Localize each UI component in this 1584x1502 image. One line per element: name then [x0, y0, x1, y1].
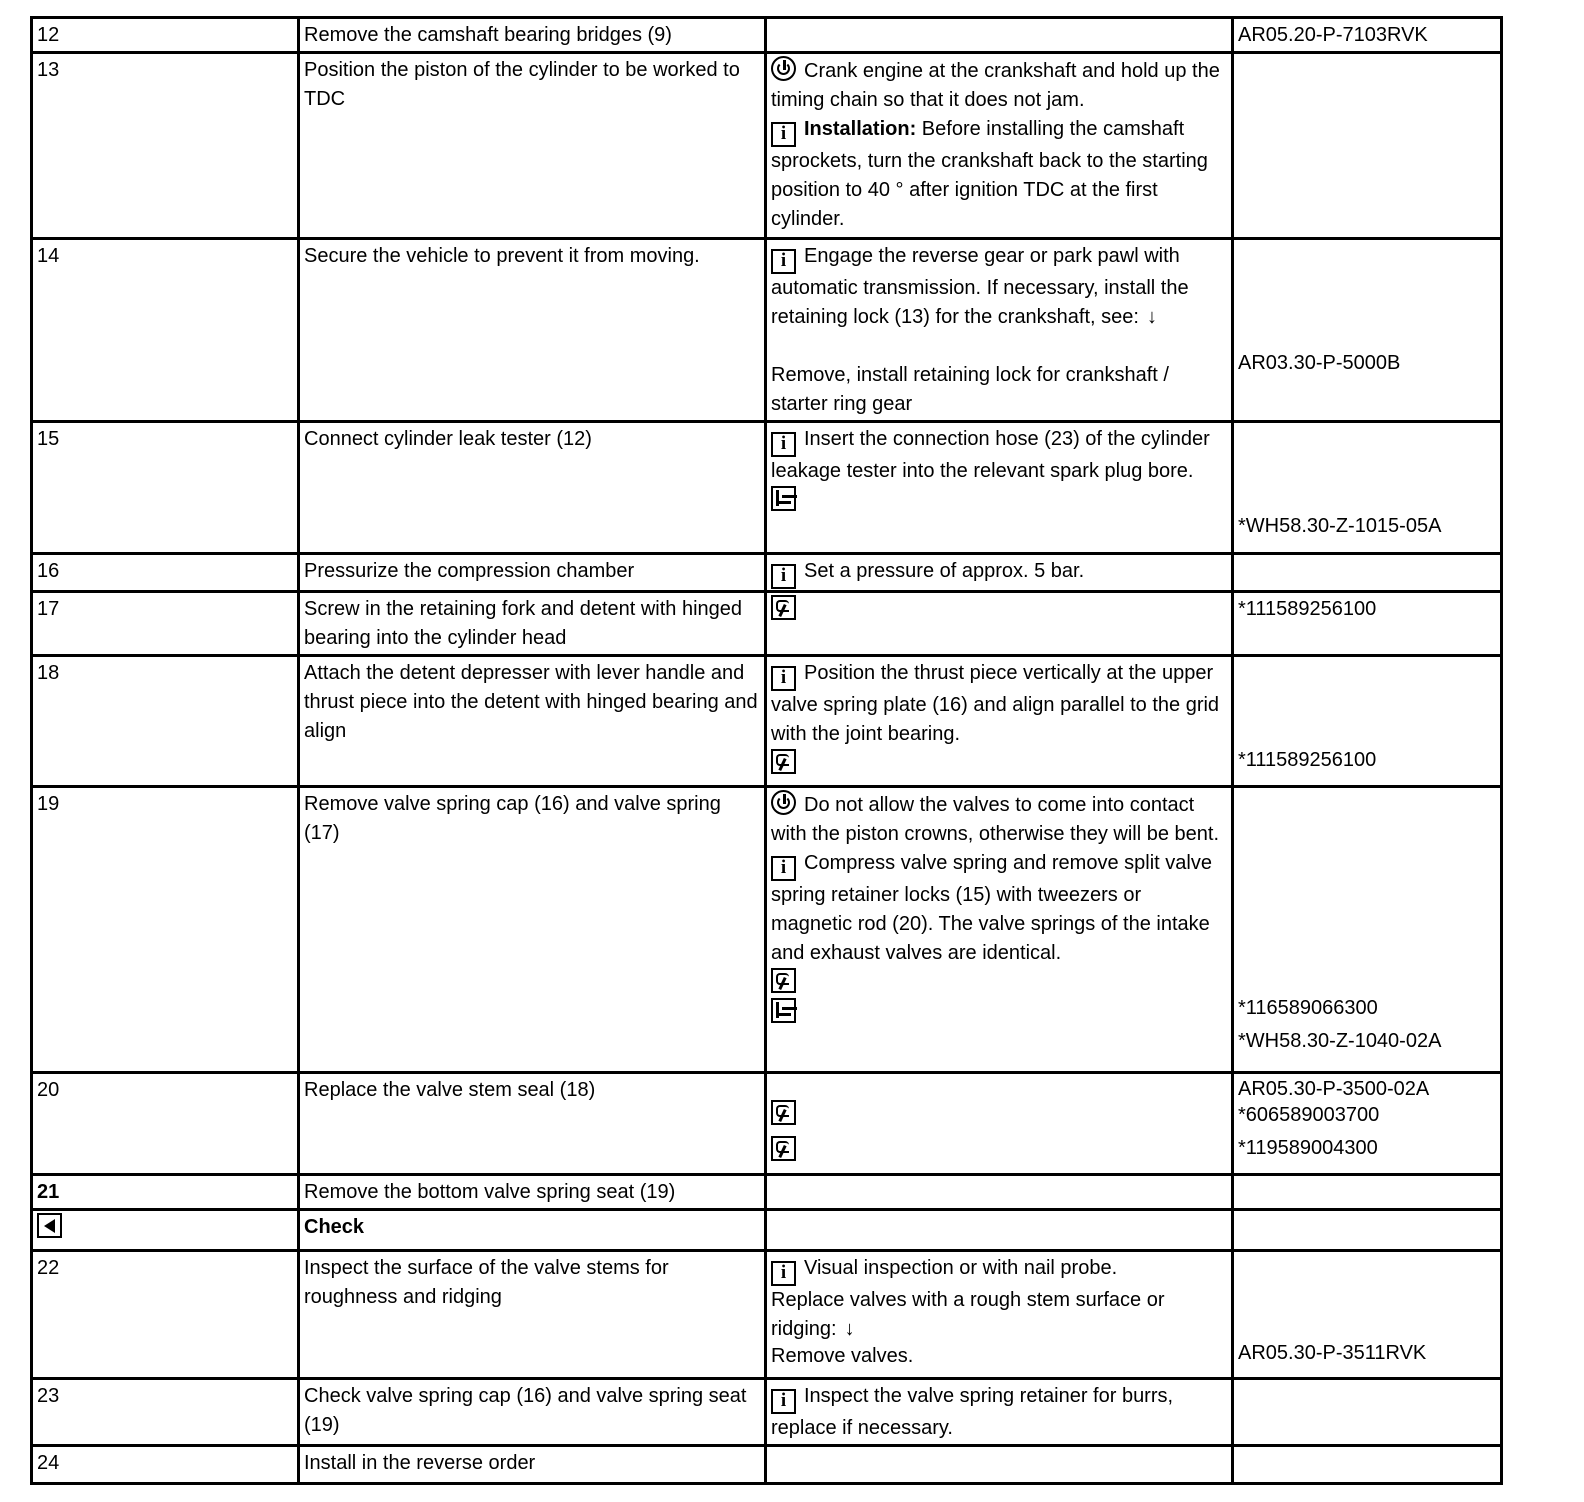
- info-icon: i: [771, 1261, 796, 1286]
- step-action: Remove the camshaft bearing bridges (9): [299, 18, 766, 53]
- info-icon: i: [771, 249, 796, 274]
- check-section-icon: [37, 1213, 62, 1238]
- step-action: Replace the valve stem seal (18): [299, 1073, 766, 1175]
- step-notes: [766, 1379, 1233, 1446]
- step-number: 18: [32, 656, 299, 787]
- note-text: Insert the connection hose (23) of the cylinder leakage tester into the relevant spark plug bore.: [771, 428, 1210, 482]
- table-row: [32, 656, 1502, 787]
- special-tool-icon[interactable]: [771, 1136, 796, 1161]
- step-number: 12: [32, 18, 299, 53]
- workshop-equipment-icon[interactable]: [771, 486, 796, 511]
- step-action: Check valve spring cap (16) and valve spring seat (19): [299, 1379, 766, 1446]
- workshop-equipment-icon[interactable]: [771, 998, 796, 1023]
- table-row: [32, 1379, 1502, 1446]
- step-number: 15: [32, 422, 299, 554]
- step-reference: [1233, 1446, 1502, 1484]
- step-reference: [1233, 554, 1502, 592]
- step-reference: [1233, 18, 1502, 53]
- step-notes: [766, 1073, 1233, 1175]
- info-icon: i: [771, 432, 796, 457]
- table-row: [32, 422, 1502, 554]
- procedure-table: [30, 16, 1503, 1485]
- step-notes: [766, 656, 1233, 787]
- step-action: Position the piston of the cylinder to be worked to TDC: [299, 53, 766, 239]
- step-action: Pressurize the compression chamber: [299, 554, 766, 592]
- step-action: Check: [299, 1210, 766, 1251]
- step-reference: [1233, 656, 1502, 787]
- step-action: Screw in the retaining fork and detent with hinged bearing into the cylinder head: [299, 592, 766, 656]
- note-text: Replace valves with a rough stem surface or ridging:: [771, 1289, 1165, 1340]
- step-number: 17: [32, 592, 299, 656]
- reference-link[interactable]: *WH58.30-Z-1040-02A: [1238, 1030, 1442, 1052]
- table-row: [32, 787, 1502, 1073]
- table-row: [32, 1446, 1502, 1484]
- step-notes: [766, 1251, 1233, 1379]
- step-reference: [1233, 1073, 1502, 1175]
- arrow-down-icon[interactable]: ↓: [1146, 306, 1157, 328]
- info-icon: i: [771, 856, 796, 881]
- step-reference: [1233, 1251, 1502, 1379]
- step-action: Remove the bottom valve spring seat (19): [299, 1175, 766, 1210]
- step-reference: [1233, 53, 1502, 239]
- table-row: [32, 1175, 1502, 1210]
- table-row: [32, 1210, 1502, 1251]
- step-action: Install in the reverse order: [299, 1446, 766, 1484]
- step-number: 21: [32, 1175, 299, 1210]
- arrow-down-icon[interactable]: ↓: [844, 1318, 855, 1340]
- step-notes: [766, 592, 1233, 656]
- step-notes: [766, 239, 1233, 422]
- step-number: 13: [32, 53, 299, 239]
- reference-link[interactable]: AR05.30-P-3511RVK: [1238, 1342, 1427, 1364]
- reference-link[interactable]: *606589003700: [1238, 1104, 1380, 1126]
- note-text: Remove, install retaining lock for crankshaft / starter ring gear: [771, 364, 1169, 415]
- step-action: Remove valve spring cap (16) and valve spring (17): [299, 787, 766, 1073]
- step-action: Attach the detent depresser with lever handle and thrust piece into the detent with hinged bearing and align: [299, 656, 766, 787]
- step-notes: [766, 18, 1233, 53]
- info-icon: i: [771, 564, 796, 589]
- info-icon: i: [771, 122, 796, 147]
- table-row: [32, 53, 1502, 239]
- note-text: Engage the reverse gear or park pawl with automatic transmission. If necessary, install the retaining lock (13) for the crankshaft, see:: [771, 245, 1189, 328]
- note-text: Compress valve spring and remove split valve spring retainer locks (15) with tweezers or magnetic rod (20). The valve springs of the intake and exhaust valves are identical.: [771, 852, 1212, 964]
- step-reference: [1233, 592, 1502, 656]
- reference-link[interactable]: *116589066300: [1238, 997, 1378, 1019]
- special-tool-icon[interactable]: [771, 1100, 796, 1125]
- reference-link[interactable]: *WH58.30-Z-1015-05A: [1238, 515, 1442, 537]
- note-text: Crank engine at the crankshaft and hold up the timing chain so that it does not jam.: [771, 60, 1220, 111]
- step-reference: [1233, 787, 1502, 1073]
- note-text: Set a pressure of approx. 5 bar.: [804, 560, 1085, 582]
- step-number: 23: [32, 1379, 299, 1446]
- step-action: Secure the vehicle to prevent it from moving.: [299, 239, 766, 422]
- reference-link[interactable]: AR05.20-P-7103RVK: [1238, 24, 1428, 46]
- step-reference: [1233, 239, 1502, 422]
- note-text: Visual inspection or with nail probe.: [804, 1257, 1118, 1279]
- step-notes: [766, 1175, 1233, 1210]
- table-row: [32, 1073, 1502, 1175]
- table-row: [32, 1251, 1502, 1379]
- step-notes: [766, 787, 1233, 1073]
- step-notes: [766, 1446, 1233, 1484]
- step-reference: [1233, 1210, 1502, 1251]
- info-icon: i: [771, 666, 796, 691]
- note-text: Before installing the camshaft sprockets, turn the crankshaft back to the starting position to 40 ° after ignition TDC at the first cylinder.: [771, 118, 1208, 230]
- reference-link[interactable]: *119589004300: [1238, 1137, 1378, 1159]
- step-number: 24: [32, 1446, 299, 1484]
- note-bold-label: Installation:: [804, 118, 917, 140]
- table-row: [32, 554, 1502, 592]
- step-number: 16: [32, 554, 299, 592]
- note-text: Remove valves.: [771, 1345, 914, 1367]
- reference-link[interactable]: *111589256100: [1238, 598, 1377, 620]
- caution-icon: [771, 790, 796, 815]
- step-action: Connect cylinder leak tester (12): [299, 422, 766, 554]
- special-tool-icon[interactable]: [771, 749, 796, 774]
- info-icon: i: [771, 1389, 796, 1414]
- note-text: Position the thrust piece vertically at the upper valve spring plate (16) and align parallel to the grid with the joint bearing.: [771, 662, 1220, 745]
- step-number: [32, 1210, 299, 1251]
- table-row: [32, 18, 1502, 53]
- reference-link[interactable]: AR05.30-P-3500-02A: [1238, 1078, 1430, 1100]
- step-action: Inspect the surface of the valve stems for roughness and ridging: [299, 1251, 766, 1379]
- special-tool-icon[interactable]: [771, 968, 796, 993]
- step-notes: [766, 53, 1233, 239]
- step-number: 14: [32, 239, 299, 422]
- step-notes: [766, 1210, 1233, 1251]
- step-number: 19: [32, 787, 299, 1073]
- step-notes: [766, 554, 1233, 592]
- step-reference: [1233, 1379, 1502, 1446]
- reference-link[interactable]: AR03.30-P-5000B: [1238, 352, 1401, 374]
- step-number: 20: [32, 1073, 299, 1175]
- reference-link[interactable]: *111589256100: [1238, 749, 1377, 771]
- note-text: Inspect the valve spring retainer for burrs, replace if necessary.: [771, 1385, 1174, 1439]
- table-row: [32, 239, 1502, 422]
- step-number: 22: [32, 1251, 299, 1379]
- special-tool-icon[interactable]: [771, 595, 796, 620]
- step-reference: [1233, 422, 1502, 554]
- note-text: Do not allow the valves to come into contact with the piston crowns, otherwise they will be bent.: [771, 794, 1219, 845]
- caution-icon: [771, 56, 796, 81]
- step-notes: [766, 422, 1233, 554]
- table-row: [32, 592, 1502, 656]
- step-reference: [1233, 1175, 1502, 1210]
